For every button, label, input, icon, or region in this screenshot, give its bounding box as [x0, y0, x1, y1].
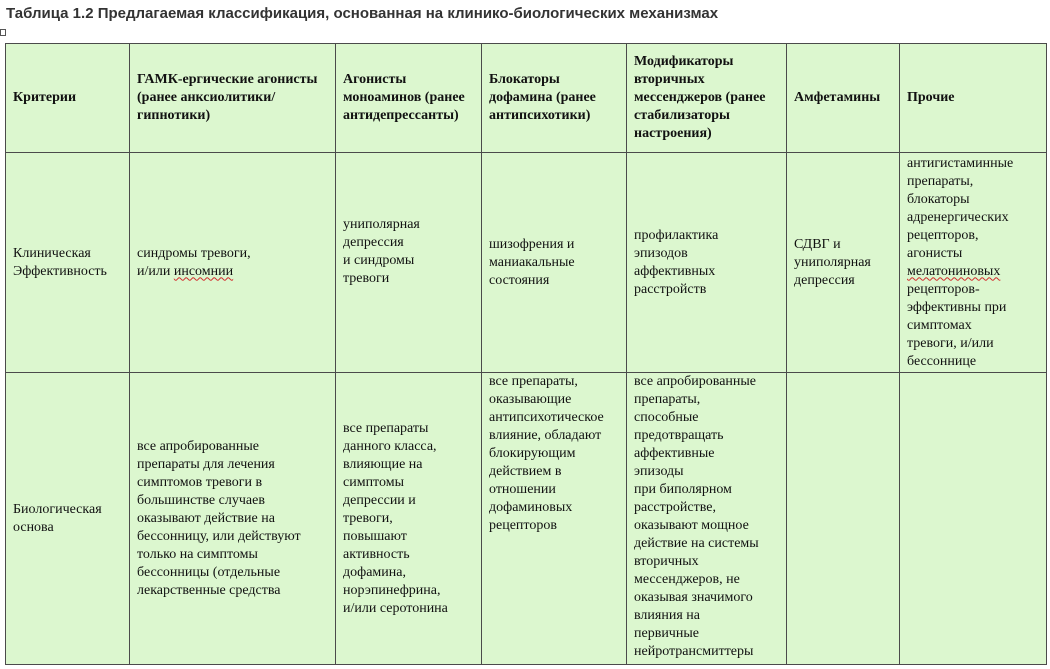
biological-dopamine-cell: все препараты, оказывающие антипсихотическое влияние, обладают блокирующим действием в отношении дофаминовых рецепторов	[482, 373, 627, 665]
table-caption: Таблица 1.2 Предлагаемая классификация, основанная на клинико-биологических механизмах	[6, 5, 719, 22]
header-monoamine-agonists: Агонисты моноаминов (ранее антидепрессанты)	[336, 44, 482, 153]
clinical-other-text-start: антигистаминные препараты, блокаторы адренергических рецепторов, агонисты	[907, 155, 1014, 261]
biological-gaba-cell: все апробированные препараты для лечения симптомов тревоги в большинстве случаев оказывают действие на бессонницу, или действуют только на симптомы бессонницы (отдельные лекарственные средства	[130, 373, 336, 665]
clinical-gaba-cell	[130, 153, 336, 373]
clinical-gaba-text-misspelled: инсомнии	[173, 263, 234, 279]
header-other: Прочие	[900, 44, 1047, 153]
header-amphetamines: Амфетамины	[787, 44, 900, 153]
clinical-other-text-end: рецепторов- эффективны при симптомах тревоги, и/или бессоннице	[907, 281, 1007, 369]
header-criteria: Критерии	[6, 44, 130, 153]
biological-other-cell	[900, 373, 1047, 665]
biological-amphetamines-cell	[787, 373, 900, 665]
table-anchor-handle[interactable]	[0, 29, 6, 36]
clinical-monoamine-cell: униполярная депрессия и синдромы тревоги	[336, 153, 482, 373]
biological-monoamine-cell: все препараты данного класса, влияющие на симптомы депрессии и тревоги, повышают активность дофамина, норэпинефрина, и/или серотонина	[336, 373, 482, 665]
clinical-second-messenger-cell: профилактика эпизодов аффективных расстройств	[627, 153, 787, 373]
clinical-efficacy-row	[6, 153, 1047, 373]
biological-basis-label: Биологическая основа	[6, 373, 130, 665]
clinical-gaba-text: синдромы тревоги, и/или	[137, 245, 251, 279]
biological-second-messenger-cell: все апробированные препараты, способные предотвращать аффективные эпизоды при биполярном расстройстве, оказывают мощное действие на системы вторичных мессенджеров, не оказывая значимого влияния на первичные нейротрансмиттеры	[627, 373, 787, 665]
clinical-other-cell	[900, 153, 1047, 373]
clinical-amphetamines-cell: СДВГ и униполярная депрессия	[787, 153, 900, 373]
clinical-other-text-misspelled: мелатониновых	[907, 263, 1001, 279]
header-second-messenger-modifiers: Модификаторы вторичных мессенджеров (ранее стабилизаторы настроения)	[627, 44, 787, 153]
header-dopamine-blockers: Блокаторы дофамина (ранее антипсихотики)	[482, 44, 627, 153]
header-gaba-agonists: ГАМК-ергические агонисты (ранее анксиолитики/гипнотики)	[130, 44, 336, 153]
header-row	[6, 44, 1047, 153]
biological-basis-row	[6, 373, 1047, 665]
classification-table	[5, 43, 1047, 665]
clinical-efficacy-label: Клиническая Эффективность	[6, 153, 130, 373]
clinical-dopamine-cell: шизофрения и маниакальные состояния	[482, 153, 627, 373]
